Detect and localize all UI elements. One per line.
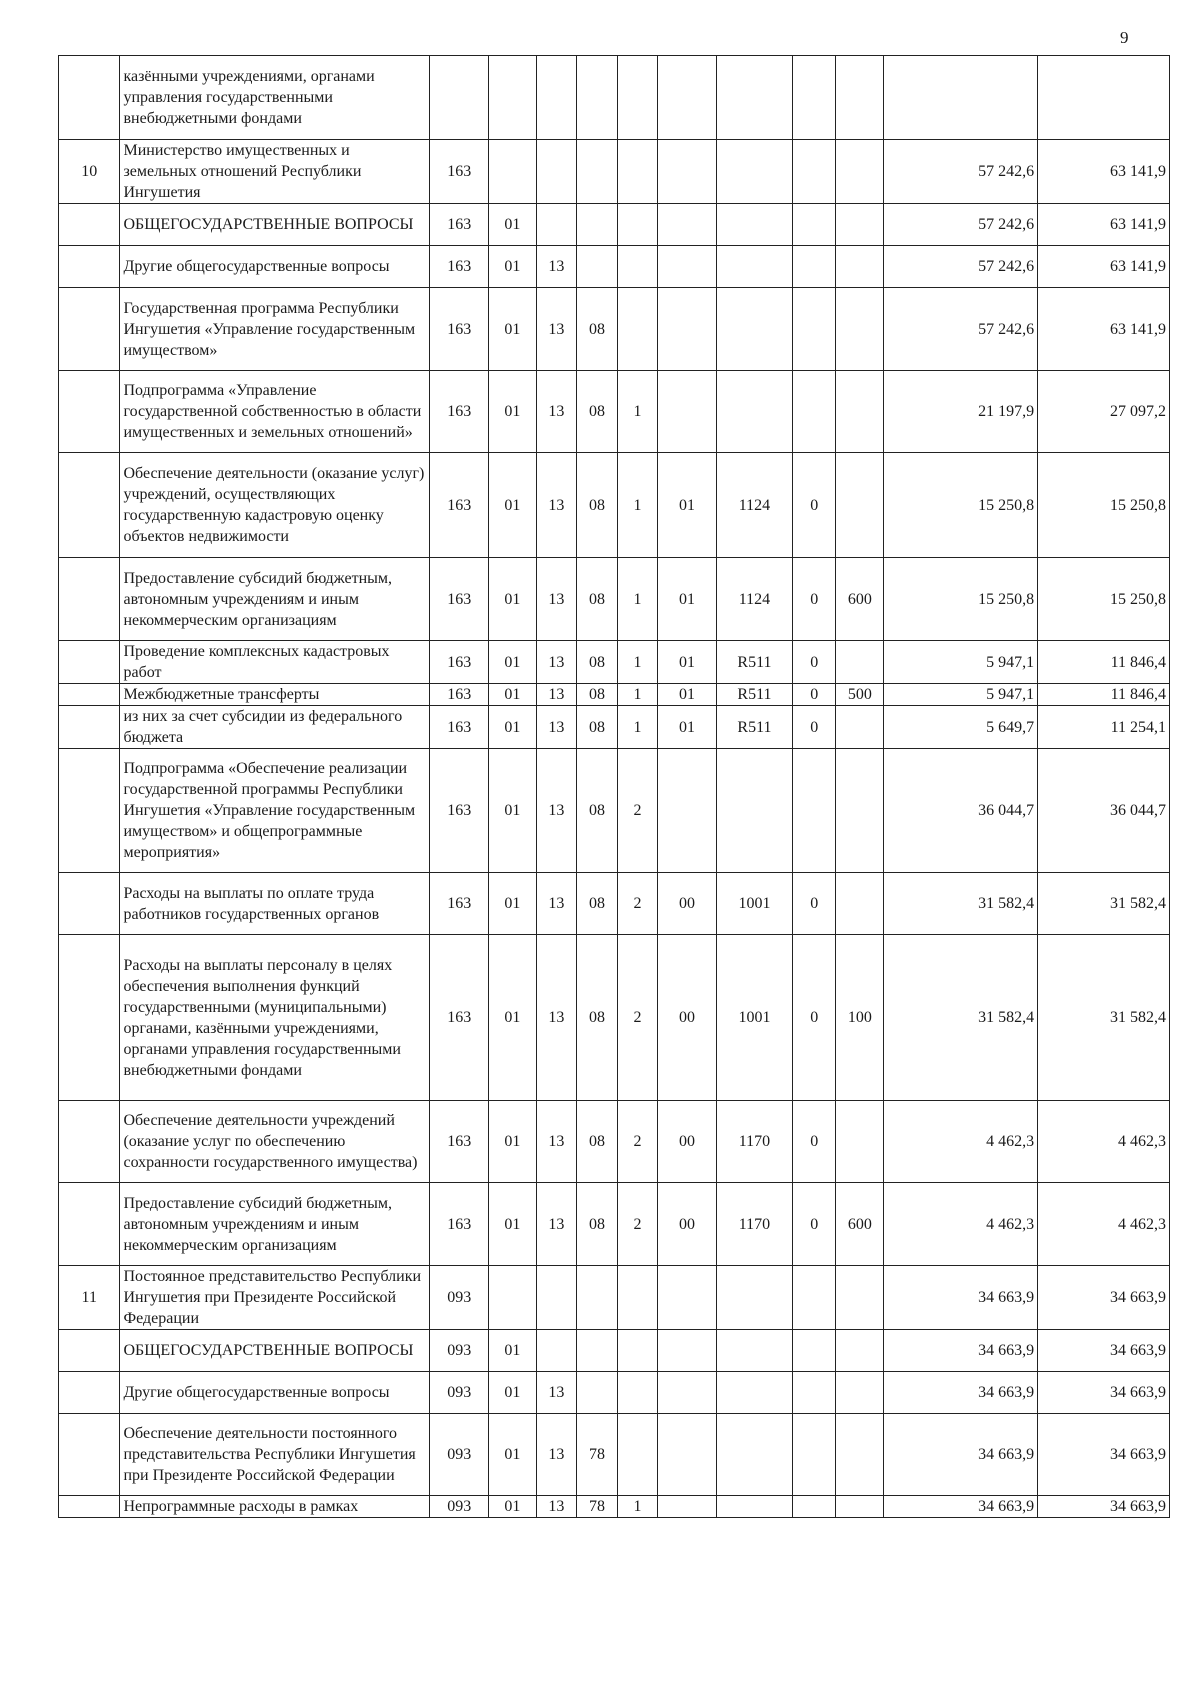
row-name: ОБЩЕГОСУДАРСТВЕННЫЕ ВОПРОСЫ bbox=[120, 204, 430, 246]
code-subsection: 13 bbox=[536, 706, 577, 749]
page-number: 9 bbox=[1120, 28, 1129, 47]
code-subprogram bbox=[617, 56, 658, 140]
row-number bbox=[59, 749, 120, 873]
budget-table bbox=[58, 55, 1170, 1518]
code-activity: 01 bbox=[658, 684, 716, 706]
code-expense-type bbox=[836, 1372, 884, 1414]
amount-year-1: 36 044,7 bbox=[884, 749, 1038, 873]
code-section: 01 bbox=[489, 371, 536, 453]
code-activity bbox=[658, 749, 716, 873]
code-activity bbox=[658, 246, 716, 288]
amount-year-2: 34 663,9 bbox=[1038, 1414, 1170, 1496]
code-program: 08 bbox=[577, 1183, 618, 1266]
row-name: Расходы на выплаты по оплате труда работников государственных органов bbox=[120, 873, 430, 935]
code-expense-type bbox=[836, 1330, 884, 1372]
code-sub-direction bbox=[793, 56, 836, 140]
amount-year-2: 15 250,8 bbox=[1038, 558, 1170, 641]
code-program: 08 bbox=[577, 706, 618, 749]
code-expense-type: 600 bbox=[836, 1183, 884, 1266]
row-name: Обеспечение деятельности (оказание услуг) учреждений, осуществляющих государственную кадастровую оценку объектов недвижимости bbox=[120, 453, 430, 558]
code-section bbox=[489, 56, 536, 140]
table-row bbox=[59, 641, 1170, 684]
table-row bbox=[59, 246, 1170, 288]
code-program bbox=[577, 1372, 618, 1414]
code-direction: 1124 bbox=[716, 453, 793, 558]
code-subprogram bbox=[617, 1414, 658, 1496]
amount-year-1 bbox=[884, 56, 1038, 140]
row-number bbox=[59, 1101, 120, 1183]
code-expense-type bbox=[836, 1414, 884, 1496]
code-subsection: 13 bbox=[536, 935, 577, 1101]
amount-year-2: 34 663,9 bbox=[1038, 1496, 1170, 1518]
table-row bbox=[59, 56, 1170, 140]
code-subsection bbox=[536, 1330, 577, 1372]
code-sub-direction: 0 bbox=[793, 641, 836, 684]
code-subsection: 13 bbox=[536, 641, 577, 684]
code-subsection bbox=[536, 56, 577, 140]
code-sub-direction bbox=[793, 1496, 836, 1518]
code-expense-type bbox=[836, 641, 884, 684]
row-name: Министерство имущественных и земельных отношений Республики Ингушетия bbox=[120, 140, 430, 204]
code-sub-direction: 0 bbox=[793, 873, 836, 935]
code-section: 01 bbox=[489, 1496, 536, 1518]
code-sub-direction bbox=[793, 246, 836, 288]
code-subsection: 13 bbox=[536, 288, 577, 371]
row-number bbox=[59, 558, 120, 641]
row-name: Подпрограмма «Обеспечение реализации государственной программы Республики Ингушетия «Управление государственным имуществом» и общепрограммные мероприятия» bbox=[120, 749, 430, 873]
code-admin bbox=[430, 56, 489, 140]
code-subsection: 13 bbox=[536, 453, 577, 558]
amount-year-2: 31 582,4 bbox=[1038, 873, 1170, 935]
table-row bbox=[59, 1266, 1170, 1330]
amount-year-2: 15 250,8 bbox=[1038, 453, 1170, 558]
amount-year-1: 15 250,8 bbox=[884, 453, 1038, 558]
code-section: 01 bbox=[489, 558, 536, 641]
amount-year-1: 4 462,3 bbox=[884, 1101, 1038, 1183]
amount-year-1: 15 250,8 bbox=[884, 558, 1038, 641]
amount-year-1: 31 582,4 bbox=[884, 935, 1038, 1101]
amount-year-2: 63 141,9 bbox=[1038, 288, 1170, 371]
amount-year-1: 5 947,1 bbox=[884, 684, 1038, 706]
code-direction: 1170 bbox=[716, 1101, 793, 1183]
row-number bbox=[59, 288, 120, 371]
row-number bbox=[59, 706, 120, 749]
code-section: 01 bbox=[489, 873, 536, 935]
table-row bbox=[59, 706, 1170, 749]
code-subprogram bbox=[617, 204, 658, 246]
code-program: 08 bbox=[577, 641, 618, 684]
code-program: 78 bbox=[577, 1414, 618, 1496]
code-subprogram bbox=[617, 246, 658, 288]
amount-year-2: 27 097,2 bbox=[1038, 371, 1170, 453]
row-number bbox=[59, 684, 120, 706]
code-program: 08 bbox=[577, 749, 618, 873]
row-name: Межбюджетные трансферты bbox=[120, 684, 430, 706]
code-subsection: 13 bbox=[536, 1372, 577, 1414]
code-expense-type bbox=[836, 1101, 884, 1183]
code-activity: 00 bbox=[658, 1183, 716, 1266]
amount-year-1: 4 462,3 bbox=[884, 1183, 1038, 1266]
row-number bbox=[59, 873, 120, 935]
code-subsection: 13 bbox=[536, 1414, 577, 1496]
table-row bbox=[59, 1496, 1170, 1518]
code-section: 01 bbox=[489, 1372, 536, 1414]
code-section: 01 bbox=[489, 288, 536, 371]
code-sub-direction bbox=[793, 288, 836, 371]
table-row bbox=[59, 684, 1170, 706]
code-activity bbox=[658, 204, 716, 246]
code-program bbox=[577, 1330, 618, 1372]
code-direction: R511 bbox=[716, 684, 793, 706]
amount-year-2: 11 254,1 bbox=[1038, 706, 1170, 749]
code-sub-direction: 0 bbox=[793, 684, 836, 706]
table-row bbox=[59, 140, 1170, 204]
code-subprogram bbox=[617, 1266, 658, 1330]
code-program bbox=[577, 140, 618, 204]
code-section: 01 bbox=[489, 684, 536, 706]
code-direction: 1170 bbox=[716, 1183, 793, 1266]
amount-year-2: 11 846,4 bbox=[1038, 641, 1170, 684]
code-admin: 163 bbox=[430, 453, 489, 558]
row-number bbox=[59, 204, 120, 246]
code-subsection: 13 bbox=[536, 1101, 577, 1183]
code-sub-direction bbox=[793, 1266, 836, 1330]
code-subprogram: 1 bbox=[617, 371, 658, 453]
code-direction bbox=[716, 288, 793, 371]
code-admin: 163 bbox=[430, 641, 489, 684]
amount-year-2: 4 462,3 bbox=[1038, 1183, 1170, 1266]
row-name: Другие общегосударственные вопросы bbox=[120, 1372, 430, 1414]
code-activity bbox=[658, 1330, 716, 1372]
code-direction bbox=[716, 246, 793, 288]
code-subsection: 13 bbox=[536, 684, 577, 706]
code-section: 01 bbox=[489, 749, 536, 873]
code-expense-type bbox=[836, 1496, 884, 1518]
code-sub-direction bbox=[793, 204, 836, 246]
code-subprogram: 1 bbox=[617, 641, 658, 684]
code-sub-direction: 0 bbox=[793, 558, 836, 641]
amount-year-1: 57 242,6 bbox=[884, 140, 1038, 204]
amount-year-1: 34 663,9 bbox=[884, 1414, 1038, 1496]
code-subprogram bbox=[617, 1372, 658, 1414]
code-activity bbox=[658, 1414, 716, 1496]
amount-year-1: 34 663,9 bbox=[884, 1372, 1038, 1414]
row-name: из них за счет субсидии из федерального бюджета bbox=[120, 706, 430, 749]
code-admin: 163 bbox=[430, 246, 489, 288]
code-activity: 00 bbox=[658, 935, 716, 1101]
code-admin: 163 bbox=[430, 371, 489, 453]
code-section bbox=[489, 1266, 536, 1330]
code-direction: R511 bbox=[716, 641, 793, 684]
code-sub-direction: 0 bbox=[793, 706, 836, 749]
code-admin: 163 bbox=[430, 1101, 489, 1183]
code-subprogram bbox=[617, 140, 658, 204]
code-subsection bbox=[536, 204, 577, 246]
code-direction bbox=[716, 1266, 793, 1330]
code-sub-direction: 0 bbox=[793, 453, 836, 558]
code-activity bbox=[658, 140, 716, 204]
amount-year-2: 34 663,9 bbox=[1038, 1372, 1170, 1414]
code-sub-direction: 0 bbox=[793, 1101, 836, 1183]
code-admin: 163 bbox=[430, 706, 489, 749]
code-program bbox=[577, 56, 618, 140]
code-subprogram: 1 bbox=[617, 558, 658, 641]
code-expense-type: 500 bbox=[836, 684, 884, 706]
code-subprogram bbox=[617, 1330, 658, 1372]
amount-year-2: 63 141,9 bbox=[1038, 246, 1170, 288]
code-subprogram: 2 bbox=[617, 749, 658, 873]
code-expense-type: 600 bbox=[836, 558, 884, 641]
code-program bbox=[577, 246, 618, 288]
code-subsection: 13 bbox=[536, 1496, 577, 1518]
code-expense-type: 100 bbox=[836, 935, 884, 1101]
code-activity bbox=[658, 1496, 716, 1518]
code-expense-type bbox=[836, 873, 884, 935]
row-number bbox=[59, 1496, 120, 1518]
code-program: 08 bbox=[577, 288, 618, 371]
code-admin: 093 bbox=[430, 1496, 489, 1518]
code-subprogram: 2 bbox=[617, 1101, 658, 1183]
code-subprogram: 1 bbox=[617, 1496, 658, 1518]
code-subprogram: 2 bbox=[617, 935, 658, 1101]
code-admin: 093 bbox=[430, 1266, 489, 1330]
code-sub-direction: 0 bbox=[793, 935, 836, 1101]
code-section bbox=[489, 140, 536, 204]
code-subsection: 13 bbox=[536, 246, 577, 288]
code-activity: 01 bbox=[658, 706, 716, 749]
code-sub-direction bbox=[793, 1330, 836, 1372]
amount-year-2: 4 462,3 bbox=[1038, 1101, 1170, 1183]
code-activity bbox=[658, 56, 716, 140]
code-admin: 163 bbox=[430, 935, 489, 1101]
code-activity bbox=[658, 371, 716, 453]
amount-year-2: 11 846,4 bbox=[1038, 684, 1170, 706]
table-row bbox=[59, 1372, 1170, 1414]
code-admin: 163 bbox=[430, 873, 489, 935]
table-row bbox=[59, 1183, 1170, 1266]
amount-year-1: 34 663,9 bbox=[884, 1496, 1038, 1518]
code-section: 01 bbox=[489, 204, 536, 246]
code-program: 08 bbox=[577, 684, 618, 706]
code-section: 01 bbox=[489, 1183, 536, 1266]
row-number bbox=[59, 1372, 120, 1414]
code-subprogram: 1 bbox=[617, 706, 658, 749]
code-admin: 163 bbox=[430, 749, 489, 873]
code-activity bbox=[658, 288, 716, 371]
row-name: Проведение комплексных кадастровых работ bbox=[120, 641, 430, 684]
code-expense-type bbox=[836, 288, 884, 371]
code-activity bbox=[658, 1372, 716, 1414]
code-admin: 093 bbox=[430, 1372, 489, 1414]
code-sub-direction bbox=[793, 749, 836, 873]
code-section: 01 bbox=[489, 453, 536, 558]
code-admin: 163 bbox=[430, 684, 489, 706]
row-number bbox=[59, 1330, 120, 1372]
table-row bbox=[59, 1414, 1170, 1496]
code-program bbox=[577, 1266, 618, 1330]
code-program: 08 bbox=[577, 1101, 618, 1183]
code-activity: 01 bbox=[658, 453, 716, 558]
code-program: 08 bbox=[577, 873, 618, 935]
row-name: Предоставление субсидий бюджетным, автономным учреждениям и иным некоммерческим организациям bbox=[120, 1183, 430, 1266]
code-direction bbox=[716, 140, 793, 204]
amount-year-2: 63 141,9 bbox=[1038, 204, 1170, 246]
code-sub-direction bbox=[793, 1414, 836, 1496]
code-subprogram bbox=[617, 288, 658, 371]
code-section: 01 bbox=[489, 1101, 536, 1183]
code-program: 08 bbox=[577, 558, 618, 641]
code-subprogram: 2 bbox=[617, 1183, 658, 1266]
amount-year-2: 31 582,4 bbox=[1038, 935, 1170, 1101]
code-direction bbox=[716, 749, 793, 873]
code-direction bbox=[716, 1414, 793, 1496]
code-expense-type bbox=[836, 140, 884, 204]
row-number bbox=[59, 371, 120, 453]
code-sub-direction bbox=[793, 1372, 836, 1414]
code-expense-type bbox=[836, 706, 884, 749]
code-admin: 163 bbox=[430, 288, 489, 371]
row-name: Подпрограмма «Управление государственной собственностью в области имущественных и земельных отношений» bbox=[120, 371, 430, 453]
code-direction: 1001 bbox=[716, 873, 793, 935]
table-row bbox=[59, 749, 1170, 873]
table-row bbox=[59, 453, 1170, 558]
code-subsection: 13 bbox=[536, 1183, 577, 1266]
amount-year-1: 57 242,6 bbox=[884, 288, 1038, 371]
table-row bbox=[59, 873, 1170, 935]
code-admin: 163 bbox=[430, 140, 489, 204]
amount-year-1: 31 582,4 bbox=[884, 873, 1038, 935]
code-subprogram: 1 bbox=[617, 684, 658, 706]
code-direction bbox=[716, 1496, 793, 1518]
row-name: казёнными учреждениями, органами управления государственными внебюджетными фондами bbox=[120, 56, 430, 140]
row-name: ОБЩЕГОСУДАРСТВЕННЫЕ ВОПРОСЫ bbox=[120, 1330, 430, 1372]
row-number: 10 bbox=[59, 140, 120, 204]
code-direction bbox=[716, 204, 793, 246]
code-section: 01 bbox=[489, 706, 536, 749]
code-section: 01 bbox=[489, 1330, 536, 1372]
amount-year-1: 5 649,7 bbox=[884, 706, 1038, 749]
code-direction: 1124 bbox=[716, 558, 793, 641]
amount-year-1: 21 197,9 bbox=[884, 371, 1038, 453]
code-subsection bbox=[536, 140, 577, 204]
code-activity: 01 bbox=[658, 558, 716, 641]
code-direction bbox=[716, 1330, 793, 1372]
table-row bbox=[59, 371, 1170, 453]
table-row bbox=[59, 1330, 1170, 1372]
code-expense-type bbox=[836, 371, 884, 453]
code-subsection bbox=[536, 1266, 577, 1330]
amount-year-1: 34 663,9 bbox=[884, 1330, 1038, 1372]
code-program: 08 bbox=[577, 371, 618, 453]
table-row bbox=[59, 935, 1170, 1101]
code-direction: R511 bbox=[716, 706, 793, 749]
table-row bbox=[59, 1101, 1170, 1183]
code-section: 01 bbox=[489, 1414, 536, 1496]
code-subsection: 13 bbox=[536, 371, 577, 453]
code-program: 08 bbox=[577, 453, 618, 558]
code-section: 01 bbox=[489, 935, 536, 1101]
row-number bbox=[59, 453, 120, 558]
code-sub-direction bbox=[793, 371, 836, 453]
row-name: Непрограммные расходы в рамках bbox=[120, 1496, 430, 1518]
row-number bbox=[59, 935, 120, 1101]
code-direction bbox=[716, 1372, 793, 1414]
row-number bbox=[59, 246, 120, 288]
code-sub-direction: 0 bbox=[793, 1183, 836, 1266]
amount-year-2: 34 663,9 bbox=[1038, 1330, 1170, 1372]
amount-year-2 bbox=[1038, 56, 1170, 140]
table-body bbox=[59, 56, 1170, 1518]
amount-year-1: 57 242,6 bbox=[884, 246, 1038, 288]
row-number bbox=[59, 1183, 120, 1266]
code-program: 08 bbox=[577, 935, 618, 1101]
row-number bbox=[59, 56, 120, 140]
code-direction: 1001 bbox=[716, 935, 793, 1101]
code-activity: 00 bbox=[658, 1101, 716, 1183]
row-number bbox=[59, 1414, 120, 1496]
row-number: 11 bbox=[59, 1266, 120, 1330]
code-section: 01 bbox=[489, 246, 536, 288]
code-expense-type bbox=[836, 749, 884, 873]
code-sub-direction bbox=[793, 140, 836, 204]
row-name: Предоставление субсидий бюджетным, автономным учреждениям и иным некоммерческим организациям bbox=[120, 558, 430, 641]
table-row bbox=[59, 288, 1170, 371]
code-expense-type bbox=[836, 1266, 884, 1330]
code-admin: 093 bbox=[430, 1330, 489, 1372]
code-admin: 093 bbox=[430, 1414, 489, 1496]
amount-year-2: 34 663,9 bbox=[1038, 1266, 1170, 1330]
code-subprogram: 1 bbox=[617, 453, 658, 558]
code-direction bbox=[716, 371, 793, 453]
code-activity: 00 bbox=[658, 873, 716, 935]
row-number bbox=[59, 641, 120, 684]
row-name: Расходы на выплаты персоналу в целях обеспечения выполнения функций государственными (муниципальными) органами, казёнными учреждениями, органами управления государственными внебюджетными фондами bbox=[120, 935, 430, 1101]
table-row bbox=[59, 558, 1170, 641]
amount-year-2: 36 044,7 bbox=[1038, 749, 1170, 873]
code-expense-type bbox=[836, 246, 884, 288]
amount-year-1: 57 242,6 bbox=[884, 204, 1038, 246]
code-section: 01 bbox=[489, 641, 536, 684]
row-name: Государственная программа Республики Ингушетия «Управление государственным имуществом» bbox=[120, 288, 430, 371]
code-subsection: 13 bbox=[536, 873, 577, 935]
code-admin: 163 bbox=[430, 204, 489, 246]
code-admin: 163 bbox=[430, 1183, 489, 1266]
code-activity: 01 bbox=[658, 641, 716, 684]
code-activity bbox=[658, 1266, 716, 1330]
table-row bbox=[59, 204, 1170, 246]
amount-year-1: 34 663,9 bbox=[884, 1266, 1038, 1330]
row-name: Постоянное представительство Республики Ингушетия при Президенте Российской Федерации bbox=[120, 1266, 430, 1330]
row-name: Другие общегосударственные вопросы bbox=[120, 246, 430, 288]
code-program bbox=[577, 204, 618, 246]
code-subsection: 13 bbox=[536, 558, 577, 641]
code-subprogram: 2 bbox=[617, 873, 658, 935]
code-expense-type bbox=[836, 453, 884, 558]
row-name: Обеспечение деятельности учреждений (оказание услуг по обеспечению сохранности государственного имущества) bbox=[120, 1101, 430, 1183]
code-expense-type bbox=[836, 56, 884, 140]
code-direction bbox=[716, 56, 793, 140]
amount-year-2: 63 141,9 bbox=[1038, 140, 1170, 204]
code-program: 78 bbox=[577, 1496, 618, 1518]
code-subsection: 13 bbox=[536, 749, 577, 873]
code-expense-type bbox=[836, 204, 884, 246]
amount-year-1: 5 947,1 bbox=[884, 641, 1038, 684]
row-name: Обеспечение деятельности постоянного представительства Республики Ингушетия при Президенте Российской Федерации bbox=[120, 1414, 430, 1496]
code-admin: 163 bbox=[430, 558, 489, 641]
